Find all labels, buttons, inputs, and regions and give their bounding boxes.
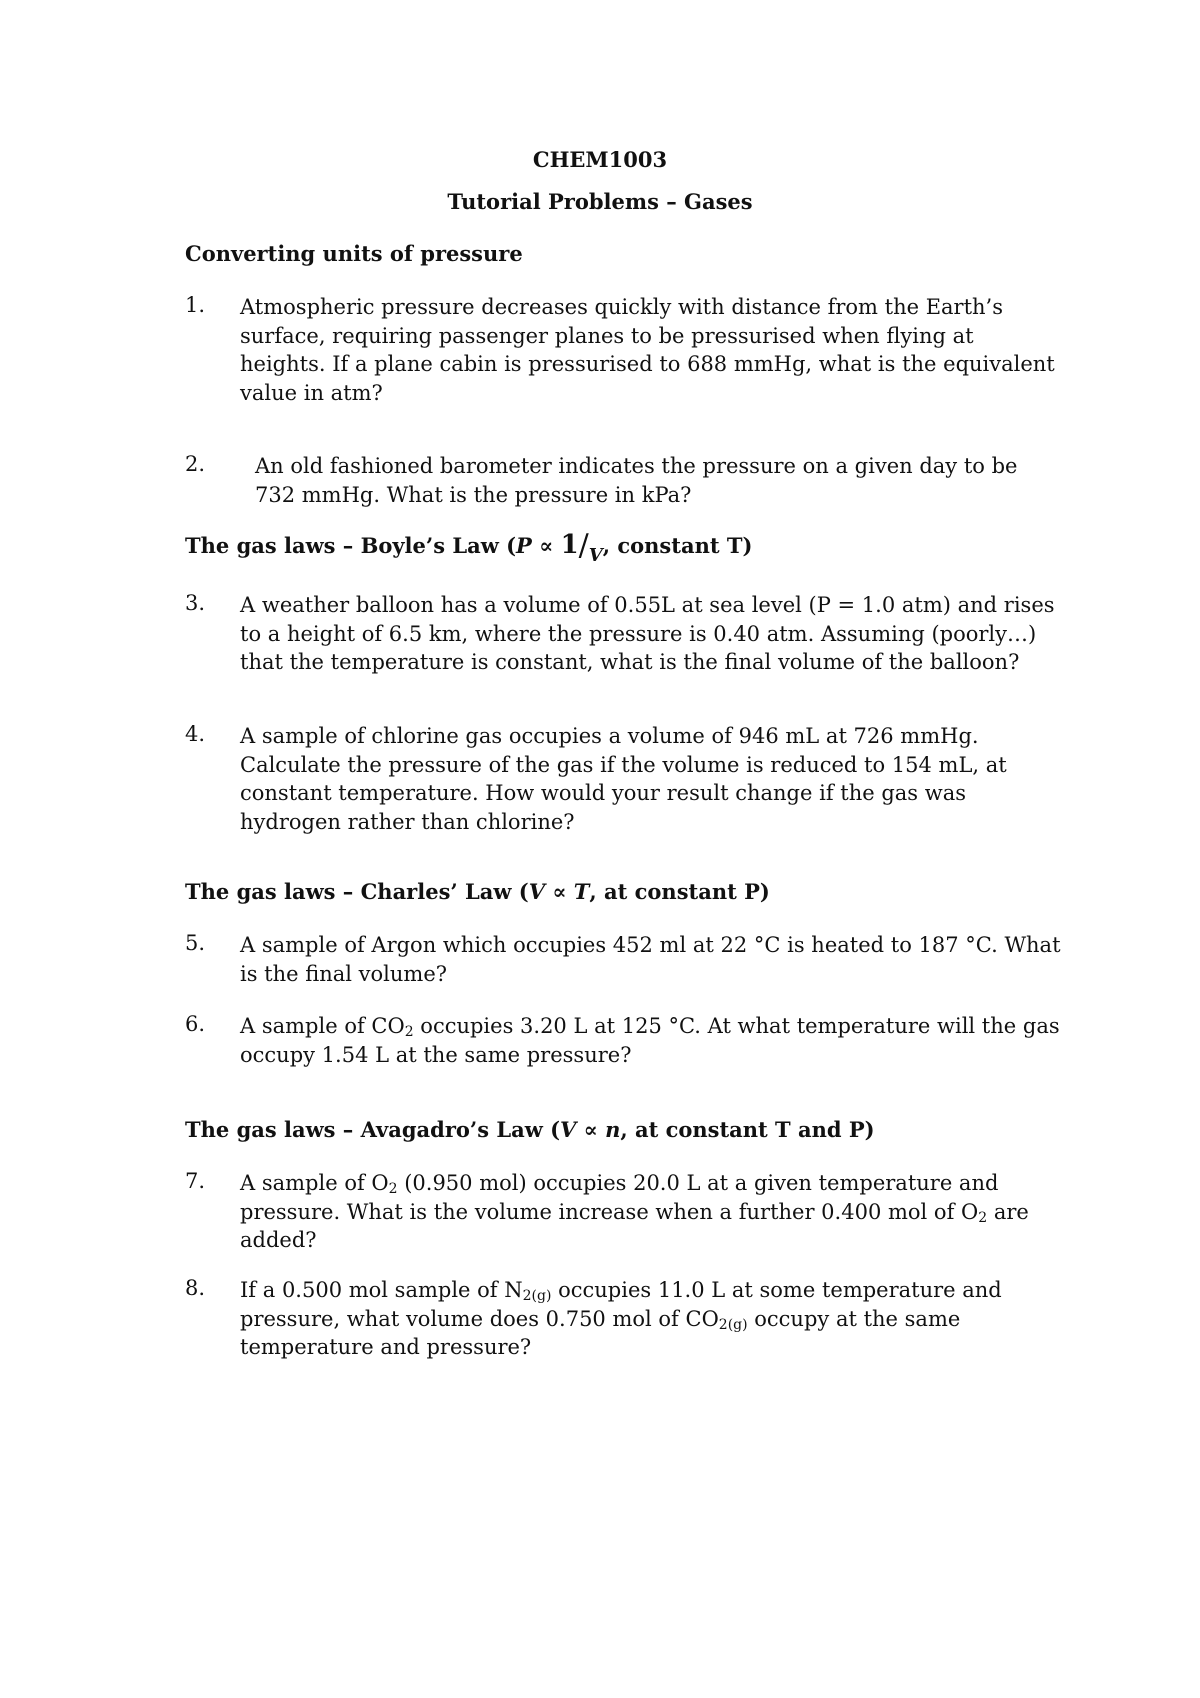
heading-text: , at constant T and P) <box>620 1117 875 1142</box>
question-text-line: heights. If a plane cabin is pressurised to 688 mmHg, what is the equivalent <box>240 352 1055 377</box>
question-text-line: A weather balloon has a volume of 0.55L at sea level (P = 1.0 atm) and rises <box>240 593 1055 617</box>
document-title: Tutorial Problems – Gases <box>447 189 753 214</box>
section-heading-avagadro <box>185 1117 875 1142</box>
question-number: 3. <box>185 591 206 615</box>
question-number: 6. <box>185 1012 206 1036</box>
question-text-line: pressure, what volume does 0.750 mol of $CO_{2(g)}$ occupy at the same <box>240 1306 961 1333</box>
question-text-line: A sample of Argon which occupies 452 ml at 22 °C is heated to 187 °C. What <box>240 933 1061 957</box>
question-number: 4. <box>185 722 206 746</box>
question-text-line: to a height of 6.5 km, where the pressure is 0.40 atm. Assuming (poorly…) <box>240 621 1037 646</box>
question-number: 2. <box>185 452 206 476</box>
question-text-line: If a 0.500 mol sample of $N_{2(g)}$ occupies 11.0 L at some temperature and <box>240 1278 1002 1304</box>
section-heading-boyle <box>185 528 753 566</box>
question-text-line: A sample of $O_2$ (0.950 mol) occupies 20.0 L at a given temperature and <box>240 1171 999 1197</box>
formula-slash: / <box>578 528 589 563</box>
question-text-line: A sample of chlorine gas occupies a volume of 946 mL at 726 mmHg. <box>240 724 979 748</box>
section-heading-converting: Converting units of pressure <box>185 241 523 266</box>
formula: V ∝ T <box>528 879 590 904</box>
question-text-line: is the final volume? <box>240 961 448 986</box>
heading-text: The gas laws – Avagadro’s Law ( <box>185 1117 561 1142</box>
formula: V ∝ n <box>560 1117 621 1142</box>
formula-denominator: V <box>588 545 603 566</box>
proportional-symbol: ∝ <box>539 533 554 558</box>
formula-symbol: P <box>516 533 532 558</box>
heading-text: The gas laws – Boyle’s Law ( <box>185 533 517 558</box>
question-text-line: pressure. What is the volume increase when a further 0.400 mol of $O_2$ are <box>240 1199 1029 1226</box>
question-text-line: surface, requiring passenger planes to be pressurised when flying at <box>240 323 974 348</box>
question-text-line: temperature and pressure? <box>240 1335 532 1360</box>
question-text-line: added? <box>240 1228 317 1253</box>
formula-numerator: 1 <box>560 530 579 560</box>
course-code: CHEM1003 <box>532 147 668 172</box>
question-number: 5. <box>185 931 206 955</box>
question-text-line: hydrogen rather than chlorine? <box>240 809 575 834</box>
question-text-line: occupy 1.54 L at the same pressure? <box>240 1042 632 1067</box>
question-number: 8. <box>185 1276 206 1300</box>
question-text-line: An old fashioned barometer indicates the pressure on a given day to be <box>255 454 1018 478</box>
question-text-line: 732 mmHg. What is the pressure in kPa? <box>255 482 692 507</box>
question-text-line: constant temperature. How would your result change if the gas was <box>240 781 967 806</box>
heading-text: , constant T) <box>602 533 753 558</box>
question-number: 7. <box>185 1169 206 1193</box>
question-text-line: Atmospheric pressure decreases quickly with distance from the Earth’s <box>240 295 1004 319</box>
heading-text: , at constant P) <box>589 879 770 904</box>
section-heading-charles <box>185 879 770 904</box>
question-text-line: Calculate the pressure of the gas if the volume is reduced to 154 mL, at <box>240 752 1007 777</box>
question-text-line: that the temperature is constant, what is the final volume of the balloon? <box>240 650 1020 675</box>
question-text-line: value in atm? <box>240 380 383 405</box>
question-text-line: A sample of $CO_2$ occupies 3.20 L at 125 °C. At what temperature will the gas <box>240 1014 1060 1040</box>
question-number: 1. <box>185 293 206 317</box>
heading-text: The gas laws – Charles’ Law ( <box>185 879 529 904</box>
